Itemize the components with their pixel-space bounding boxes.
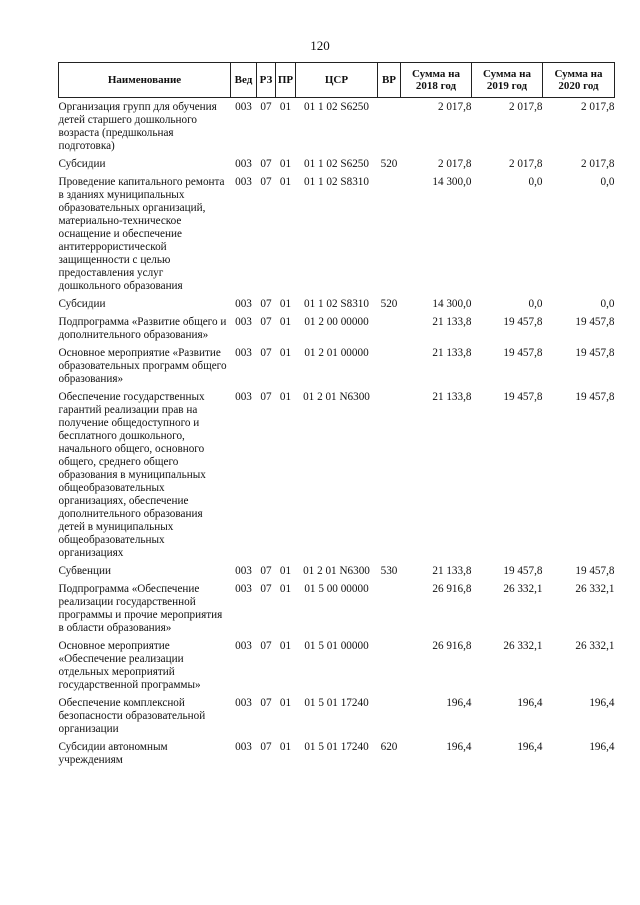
cell-name: Проведение капитального ремонта в зданиях муниципальных образовательных организаций, материально-техническое оснащение и обеспечение антитеррористической защищенности с целью предоставления услуг дошкольного образования xyxy=(58,176,225,292)
cell-sum-2019: 19 457,8 xyxy=(503,347,543,359)
cell-ved: 003 xyxy=(235,101,252,113)
budget-table xyxy=(58,62,615,772)
cell-pr: 01 xyxy=(279,741,292,753)
cell-csr: 01 2 01 N6300 xyxy=(303,391,370,403)
table-row xyxy=(59,347,615,391)
cell-sum-2020: 2 017,8 xyxy=(580,158,615,170)
cell-rz: 07 xyxy=(260,697,272,709)
cell-pr: 01 xyxy=(279,347,292,359)
table-row xyxy=(59,98,615,159)
cell-ved: 003 xyxy=(235,697,252,709)
cell-vr xyxy=(378,98,401,159)
cell-vr xyxy=(378,316,401,347)
cell-rz: 07 xyxy=(260,583,272,595)
cell-ved: 003 xyxy=(235,176,252,188)
cell-ved: 003 xyxy=(235,316,252,328)
cell-csr: 01 1 02 S6250 xyxy=(304,101,369,113)
cell-csr: 01 5 00 00000 xyxy=(304,583,369,595)
cell-vr xyxy=(378,347,401,391)
table-row xyxy=(59,565,615,583)
table-row xyxy=(59,583,615,640)
table-row xyxy=(59,158,615,176)
cell-sum-2018: 26 916,8 xyxy=(432,583,472,595)
cell-rz: 07 xyxy=(260,298,272,310)
cell-vr xyxy=(378,640,401,697)
cell-pr: 01 xyxy=(279,101,292,113)
cell-sum-2018: 21 133,8 xyxy=(432,391,472,403)
cell-sum-2020: 19 457,8 xyxy=(575,391,615,403)
cell-rz: 07 xyxy=(260,158,272,170)
cell-csr: 01 2 01 00000 xyxy=(304,347,369,359)
cell-pr: 01 xyxy=(279,640,292,652)
cell-name: Обеспечение государственных гарантий реализации прав на получение общедоступного и бесплатного дошкольного, начального общего, основного общего, среднего общего образования в муниципальных общеобразовательных организациях, обеспечение дополнительного образования детей в муниципальных общеобразовательных организациях xyxy=(58,391,206,559)
cell-rz: 07 xyxy=(260,101,272,113)
cell-pr: 01 xyxy=(279,391,292,403)
cell-csr: 01 5 01 00000 xyxy=(304,640,369,652)
header-csr: ЦСР xyxy=(296,63,378,98)
cell-vr: 520 xyxy=(380,298,398,310)
cell-pr: 01 xyxy=(279,697,292,709)
header-name: Наименование xyxy=(59,63,231,98)
cell-sum-2018: 21 133,8 xyxy=(432,347,472,359)
cell-csr: 01 1 02 S6250 xyxy=(304,158,369,170)
cell-sum-2019: 2 017,8 xyxy=(508,101,543,113)
cell-csr: 01 1 02 S8310 xyxy=(304,176,369,188)
cell-rz: 07 xyxy=(260,316,272,328)
cell-name: Основное мероприятие «Обеспечение реализации отдельных мероприятий государственной программы» xyxy=(58,640,201,691)
cell-pr: 01 xyxy=(279,298,292,310)
cell-sum-2018: 14 300,0 xyxy=(432,298,472,310)
cell-vr xyxy=(378,176,401,298)
cell-ved: 003 xyxy=(235,158,252,170)
cell-name: Субсидии автономным учреждениям xyxy=(58,741,168,766)
cell-vr: 520 xyxy=(380,158,398,170)
table-row xyxy=(59,697,615,741)
table-row xyxy=(59,298,615,316)
cell-ved: 003 xyxy=(235,565,252,577)
cell-sum-2018: 196,4 xyxy=(446,697,472,709)
cell-sum-2019: 2 017,8 xyxy=(508,158,543,170)
cell-vr xyxy=(378,583,401,640)
cell-sum-2018: 196,4 xyxy=(446,741,472,753)
cell-csr: 01 2 01 N6300 xyxy=(303,565,370,577)
cell-ved: 003 xyxy=(235,347,252,359)
page-number: 120 xyxy=(310,38,330,53)
cell-ved: 003 xyxy=(235,391,252,403)
table-row xyxy=(59,640,615,697)
header-sum-2018: Сумма на 2018 год xyxy=(401,63,472,98)
cell-sum-2019: 19 457,8 xyxy=(503,391,543,403)
cell-rz: 07 xyxy=(260,391,272,403)
cell-sum-2019: 196,4 xyxy=(517,697,543,709)
cell-csr: 01 1 02 S8310 xyxy=(304,298,369,310)
table-body xyxy=(59,98,615,773)
cell-name: Подпрограмма «Обеспечение реализации государственной программы и прочие мероприятия в области образования» xyxy=(58,583,223,634)
cell-pr: 01 xyxy=(279,583,292,595)
cell-vr xyxy=(378,391,401,565)
cell-csr: 01 2 00 00000 xyxy=(304,316,369,328)
cell-sum-2020: 26 332,1 xyxy=(575,583,615,595)
header-vr: ВР xyxy=(378,63,401,98)
cell-ved: 003 xyxy=(235,583,252,595)
cell-name: Организация групп для обучения детей старшего дошкольного возраста (предшкольная подготовка) xyxy=(58,101,217,152)
cell-sum-2019: 26 332,1 xyxy=(503,583,543,595)
cell-sum-2019: 19 457,8 xyxy=(503,316,543,328)
cell-vr: 530 xyxy=(380,565,398,577)
table-header-row xyxy=(59,63,615,98)
cell-sum-2020: 19 457,8 xyxy=(575,316,615,328)
header-pr: ПР xyxy=(276,63,296,98)
cell-vr xyxy=(378,697,401,741)
cell-sum-2019: 19 457,8 xyxy=(503,565,543,577)
cell-sum-2018: 21 133,8 xyxy=(432,565,472,577)
header-sum-2020: Сумма на 2020 год xyxy=(543,63,615,98)
cell-rz: 07 xyxy=(260,347,272,359)
cell-rz: 07 xyxy=(260,565,272,577)
cell-sum-2018: 2 017,8 xyxy=(437,101,472,113)
cell-sum-2020: 0,0 xyxy=(600,298,615,310)
cell-name: Подпрограмма «Развитие общего и дополнительного образования» xyxy=(58,316,227,341)
cell-name: Обеспечение комплексной безопасности образовательной организации xyxy=(58,697,206,735)
cell-sum-2019: 0,0 xyxy=(528,298,543,310)
cell-sum-2018: 26 916,8 xyxy=(432,640,472,652)
cell-sum-2020: 19 457,8 xyxy=(575,347,615,359)
cell-sum-2019: 26 332,1 xyxy=(503,640,543,652)
cell-sum-2020: 196,4 xyxy=(589,697,615,709)
cell-name: Субсидии xyxy=(58,298,106,310)
cell-sum-2020: 0,0 xyxy=(600,176,615,188)
cell-pr: 01 xyxy=(279,316,292,328)
cell-sum-2020: 2 017,8 xyxy=(580,101,615,113)
cell-name: Субсидии xyxy=(58,158,106,170)
cell-sum-2019: 196,4 xyxy=(517,741,543,753)
table-row xyxy=(59,176,615,298)
cell-ved: 003 xyxy=(235,640,252,652)
cell-sum-2019: 0,0 xyxy=(528,176,543,188)
cell-pr: 01 xyxy=(279,565,292,577)
cell-csr: 01 5 01 17240 xyxy=(304,697,369,709)
cell-sum-2020: 26 332,1 xyxy=(575,640,615,652)
cell-sum-2020: 196,4 xyxy=(589,741,615,753)
header-ved: Вед xyxy=(231,63,257,98)
cell-name: Субвенции xyxy=(58,565,111,577)
cell-sum-2018: 21 133,8 xyxy=(432,316,472,328)
cell-name: Основное мероприятие «Развитие образовательных программ общего образования» xyxy=(58,347,227,385)
table-row xyxy=(59,391,615,565)
cell-ved: 003 xyxy=(235,298,252,310)
cell-rz: 07 xyxy=(260,640,272,652)
cell-pr: 01 xyxy=(279,176,292,188)
cell-pr: 01 xyxy=(279,158,292,170)
cell-ved: 003 xyxy=(235,741,252,753)
header-sum-2019: Сумма на 2019 год xyxy=(472,63,543,98)
header-rz: РЗ xyxy=(257,63,276,98)
table-row xyxy=(59,741,615,772)
cell-sum-2018: 14 300,0 xyxy=(432,176,472,188)
cell-csr: 01 5 01 17240 xyxy=(304,741,369,753)
cell-sum-2020: 19 457,8 xyxy=(575,565,615,577)
table-row xyxy=(59,316,615,347)
cell-vr: 620 xyxy=(380,741,398,753)
cell-sum-2018: 2 017,8 xyxy=(437,158,472,170)
cell-rz: 07 xyxy=(260,176,272,188)
cell-rz: 07 xyxy=(260,741,272,753)
